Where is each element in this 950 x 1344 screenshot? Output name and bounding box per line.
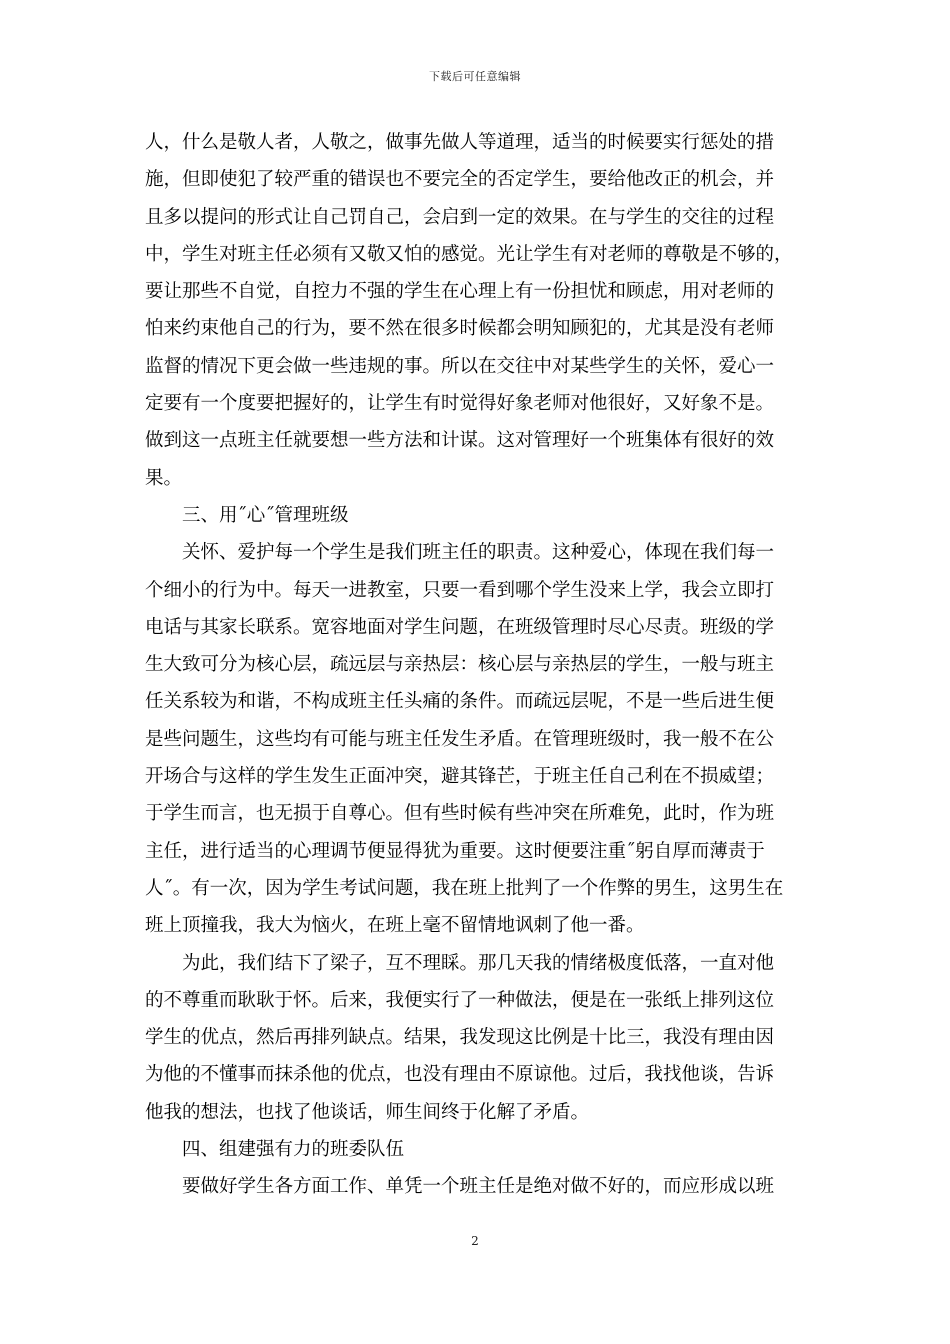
text-line: 要让那些不自觉，自控力不强的学生在心理上有一份担忧和顾虑，用对老师的 — [145, 281, 775, 303]
text-line: 且多以提问的形式让自己罚自己，会启到一定的效果。在与学生的交往的过程 — [145, 206, 775, 228]
text-line: 的不尊重而耿耿于怀。后来，我便实行了一种做法，便是在一张纸上排列这位 — [145, 989, 775, 1011]
text-line: 定要有一个度要把握好的，让学生有时觉得好象老师对他很好，又好象不是。 — [145, 393, 775, 415]
text-line: 班上顶撞我，我大为恼火，在班上毫不留情地讽刺了他一番。 — [145, 915, 645, 937]
section-heading: 三、用˝心˝管理班级 — [145, 504, 349, 526]
text-line: 是些问题生，这些均有可能与班主任发生矛盾。在管理班级时，我一般不在公 — [145, 728, 775, 750]
page-header: 下载后可任意编辑 — [429, 70, 521, 83]
text-line: 电话与其家长联系。宽容地面对学生问题，在班级管理时尽心尽责。班级的学 — [145, 616, 775, 638]
text-line: 主任，进行适当的心理调节便显得犹为重要。这时便要注重˝躬自厚而薄责于 — [145, 840, 765, 862]
text-line: 关怀、爱护每一个学生是我们班主任的职责。这种爱心，体现在我们每一 — [145, 542, 775, 564]
text-line: 任关系较为和谐，不构成班主任头痛的条件。而疏远层呢，不是一些后进生便 — [145, 691, 775, 713]
text-line: 学生的优点，然后再排列缺点。结果，我发现这比例是十比三，我没有理由因 — [145, 1027, 775, 1049]
text-line: 人˝。有一次，因为学生考试问题，我在班上批判了一个作弊的男生，这男生在 — [145, 877, 784, 899]
section-heading: 四、组建强有力的班委队伍 — [145, 1139, 405, 1161]
text-line: 他我的想法，也找了他谈话，师生间终于化解了矛盾。 — [145, 1101, 590, 1123]
text-line: 怕来约束他自己的行为，要不然在很多时候都会明知顾犯的，尤其是没有老师 — [145, 318, 775, 340]
text-line: 为他的不懂事而抹杀他的优点，也没有理由不原谅他。过后，我找他谈，告诉 — [145, 1064, 775, 1086]
text-line: 人，什么是敬人者，人敬之，做事先做人等道理，适当的时候要实行惩处的措 — [145, 132, 775, 153]
text-line: 监督的情况下更会做一些违规的事。所以在交往中对某些学生的关怀，爱心一 — [145, 355, 775, 377]
text-line: 于学生而言，也无损于自尊心。但有些时候有些冲突在所难免，此时，作为班 — [145, 803, 775, 825]
text-line: 做到这一点班主任就要想一些方法和计谋。这对管理好一个班集体有很好的效 — [145, 430, 775, 452]
text-line: 为此，我们结下了梁子，互不理睬。那几天我的情绪极度低落，一直对他 — [145, 952, 775, 974]
text-line: 开场合与这样的学生发生正面冲突，避其锋芒，于班主任自己利在不损威望； — [145, 766, 775, 788]
page-number: 2 — [471, 1234, 479, 1248]
text-line: 生大致可分为核心层，疏远层与亲热层：核心层与亲热层的学生，一般与班主 — [145, 654, 775, 676]
text-line: 施，但即使犯了较严重的错误也不要完全的否定学生，要给他改正的机会，并 — [145, 169, 775, 191]
text-line: 中，学生对班主任必须有又敬又怕的感觉。光让学生有对老师的尊敬是不够的， — [145, 243, 793, 265]
text-line: 个细小的行为中。每天一进教室，只要一看到哪个学生没来上学，我会立即打 — [145, 579, 775, 601]
text-line: 要做好学生各方面工作、单凭一个班主任是绝对做不好的，而应形成以班 — [145, 1176, 775, 1198]
document-body — [145, 124, 807, 1206]
text-line: 果。 — [145, 467, 183, 489]
